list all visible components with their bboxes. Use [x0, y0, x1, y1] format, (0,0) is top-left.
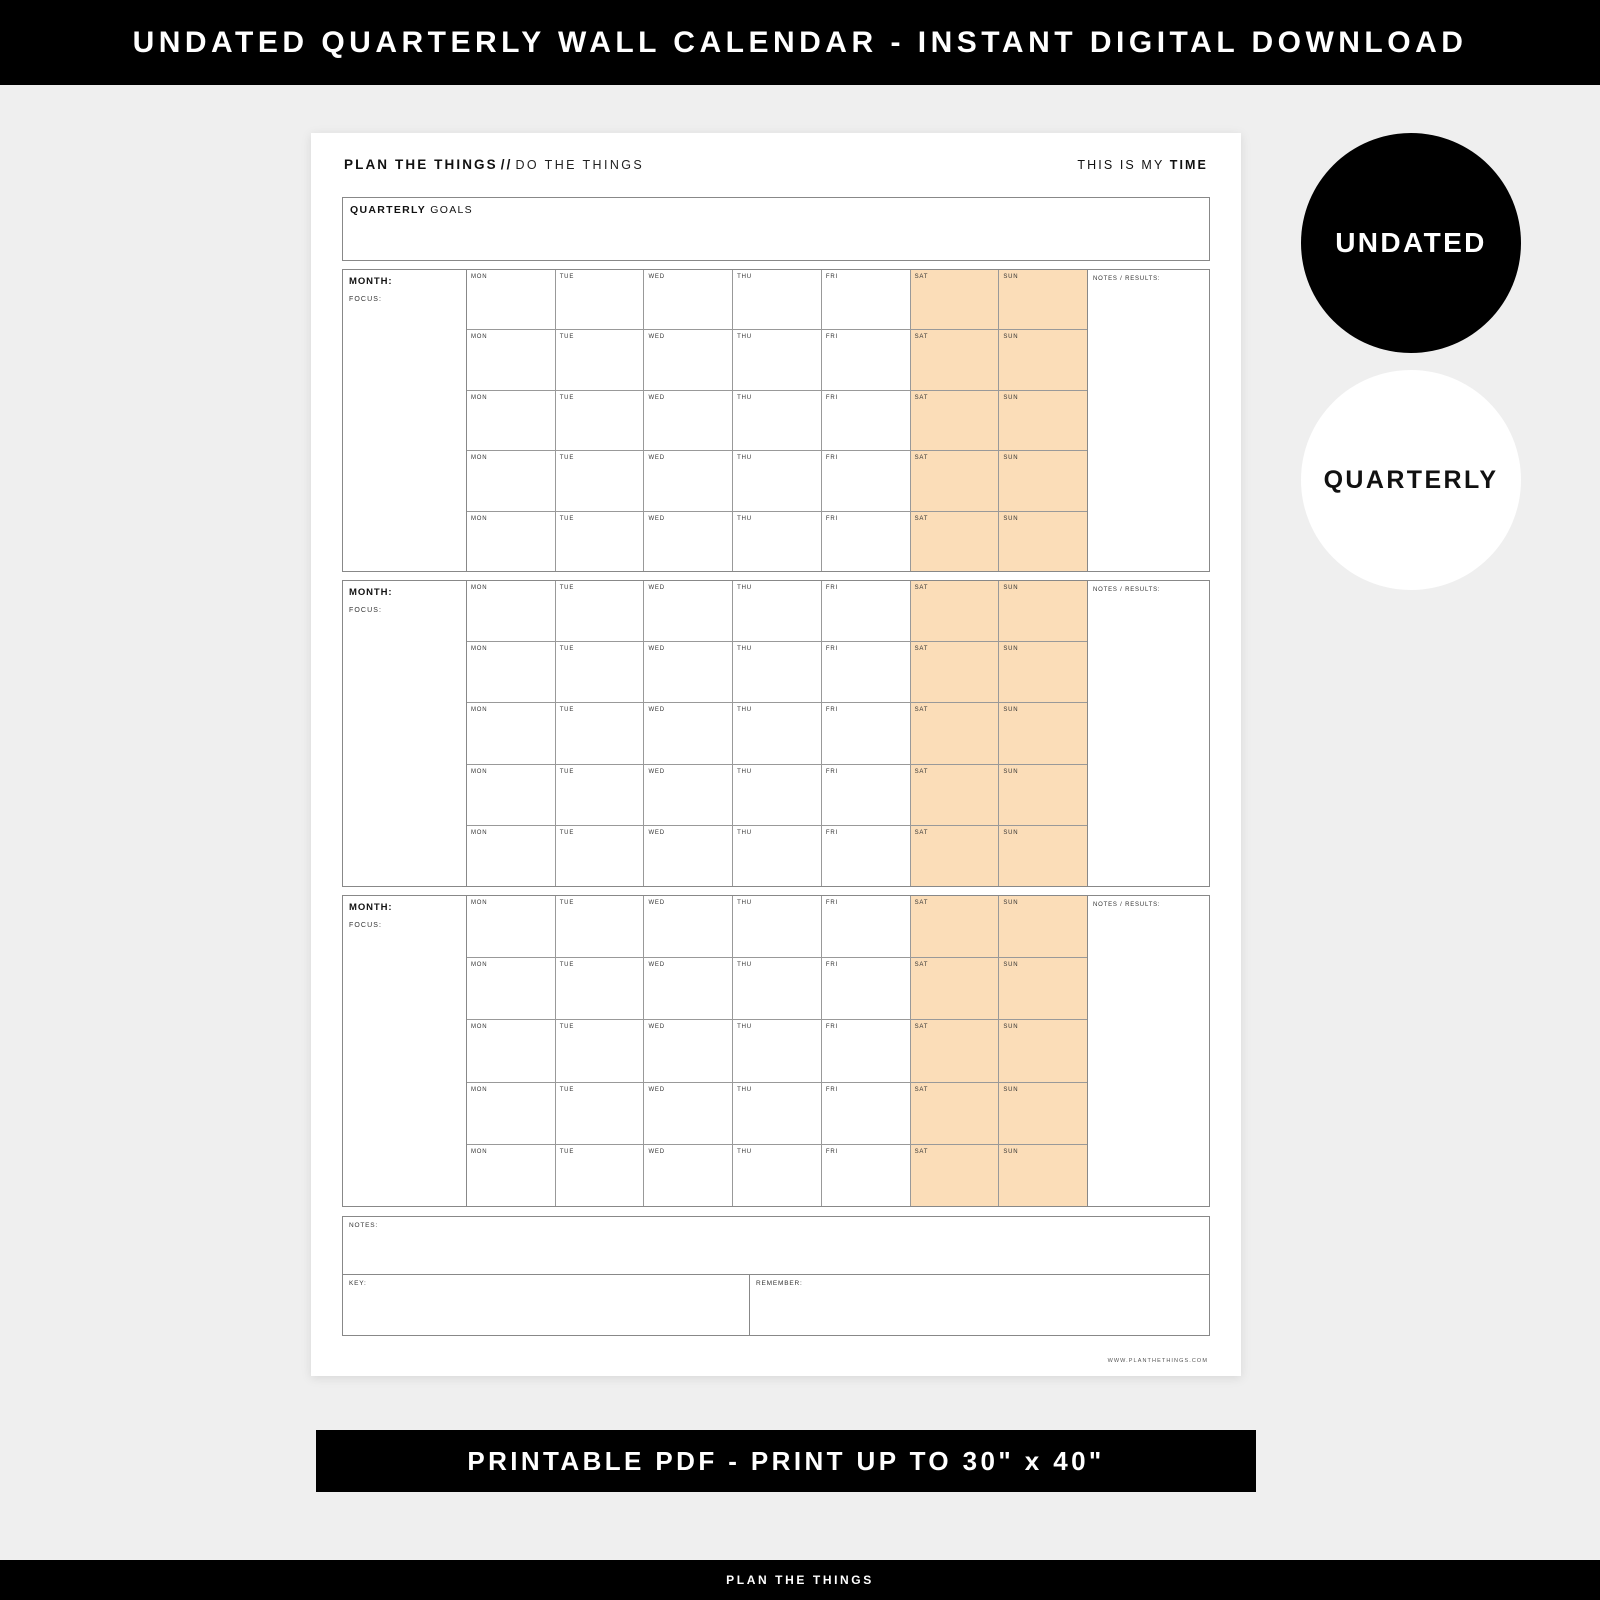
day-cell-thu[interactable]	[733, 1145, 822, 1206]
day-cell-tue[interactable]	[556, 642, 645, 702]
day-label-tue: TUE	[559, 1148, 575, 1155]
day-cell-mon[interactable]	[467, 581, 556, 641]
week-row	[467, 390, 1087, 450]
badge-quarterly-label: QUARTERLY	[1323, 465, 1499, 494]
day-cell-sat[interactable]	[911, 581, 1000, 641]
day-cell-sat[interactable]	[911, 896, 1000, 957]
day-label-thu: THU	[737, 646, 752, 653]
day-label-tue: TUE	[559, 768, 575, 775]
day-label-sun: SUN	[1003, 962, 1019, 969]
day-cell-thu[interactable]	[733, 512, 822, 571]
day-label-thu: THU	[737, 274, 752, 280]
badge-undated	[1301, 133, 1521, 353]
tagline-bold-text: TIME	[1169, 158, 1208, 172]
day-label-wed: WED	[648, 585, 665, 591]
day-label-tue: TUE	[559, 274, 575, 280]
day-label-thu: THU	[737, 1086, 752, 1093]
month-1-sidebar[interactable]	[343, 270, 467, 571]
day-cell-fri[interactable]	[822, 826, 911, 886]
day-label-fri: FRI	[825, 1148, 838, 1155]
day-cell-thu[interactable]	[733, 765, 822, 825]
week-row	[467, 957, 1087, 1019]
day-cell-mon[interactable]	[467, 958, 556, 1019]
day-cell-thu[interactable]	[733, 642, 822, 702]
month-block-1	[342, 269, 1210, 572]
week-row	[467, 764, 1087, 825]
footer-brand-text: PLAN THE THINGS	[726, 1573, 874, 1587]
day-label-tue: TUE	[559, 334, 575, 341]
day-cell-mon[interactable]	[467, 391, 556, 450]
month-1-notes[interactable]	[1087, 270, 1209, 571]
day-label-wed: WED	[648, 515, 665, 522]
day-label-sat: SAT	[914, 394, 929, 401]
day-cell-fri[interactable]	[822, 1020, 911, 1081]
day-label-fri: FRI	[825, 1086, 838, 1093]
month-1-grid	[467, 270, 1087, 571]
day-label-sun: SUN	[1003, 768, 1019, 775]
day-label-thu: THU	[737, 1024, 752, 1031]
day-label-sun: SUN	[1003, 394, 1019, 401]
week-row	[467, 702, 1087, 763]
day-cell-sun[interactable]	[999, 581, 1087, 641]
day-cell-fri[interactable]	[822, 896, 911, 957]
notes-area[interactable]	[343, 1217, 1209, 1275]
day-label-thu: THU	[737, 585, 752, 591]
brand-lockup	[344, 157, 644, 172]
day-label-thu: THU	[737, 334, 752, 341]
day-cell-wed[interactable]	[644, 581, 733, 641]
day-label-mon: MON	[471, 585, 488, 591]
day-cell-mon[interactable]	[467, 703, 556, 763]
day-cell-wed[interactable]	[644, 703, 733, 763]
day-cell-sun[interactable]	[999, 826, 1087, 886]
day-label-sat: SAT	[914, 1148, 929, 1155]
month-1-notes-label: NOTES / RESULTS:	[1093, 276, 1161, 282]
day-cell-sun[interactable]	[999, 1083, 1087, 1144]
remember-area[interactable]	[750, 1275, 1209, 1335]
day-cell-mon[interactable]	[467, 1083, 556, 1144]
day-cell-fri[interactable]	[822, 703, 911, 763]
key-area[interactable]	[343, 1275, 750, 1335]
day-cell-sat[interactable]	[911, 451, 1000, 510]
day-cell-wed[interactable]	[644, 1020, 733, 1081]
bottom-section	[342, 1216, 1210, 1336]
day-cell-thu[interactable]	[733, 826, 822, 886]
day-cell-wed[interactable]	[644, 512, 733, 571]
day-label-tue: TUE	[559, 455, 575, 462]
top-banner	[0, 0, 1600, 85]
day-cell-sat[interactable]	[911, 391, 1000, 450]
day-label-fri: FRI	[825, 768, 838, 775]
day-label-thu: THU	[737, 455, 752, 462]
day-cell-sun[interactable]	[999, 703, 1087, 763]
day-cell-mon[interactable]	[467, 330, 556, 389]
day-cell-fri[interactable]	[822, 642, 911, 702]
day-cell-sat[interactable]	[911, 826, 1000, 886]
day-label-mon: MON	[471, 274, 488, 280]
day-cell-sun[interactable]	[999, 512, 1087, 571]
day-label-sat: SAT	[914, 274, 929, 280]
day-cell-tue[interactable]	[556, 581, 645, 641]
day-label-wed: WED	[648, 455, 665, 462]
day-cell-tue[interactable]	[556, 391, 645, 450]
day-label-thu: THU	[737, 962, 752, 969]
day-label-mon: MON	[471, 515, 488, 522]
day-cell-tue[interactable]	[556, 1020, 645, 1081]
day-cell-sun[interactable]	[999, 896, 1087, 957]
day-label-fri: FRI	[825, 585, 838, 591]
day-label-mon: MON	[471, 707, 488, 714]
day-cell-thu[interactable]	[733, 703, 822, 763]
day-label-tue: TUE	[559, 1024, 575, 1031]
day-cell-mon[interactable]	[467, 896, 556, 957]
day-label-thu: THU	[737, 829, 752, 836]
day-cell-thu[interactable]	[733, 896, 822, 957]
day-cell-mon[interactable]	[467, 512, 556, 571]
quarterly-goals-label	[350, 204, 473, 216]
day-label-sat: SAT	[914, 1086, 929, 1093]
week-row	[467, 641, 1087, 702]
day-label-tue: TUE	[559, 394, 575, 401]
day-label-mon: MON	[471, 455, 488, 462]
day-label-wed: WED	[648, 707, 665, 714]
day-label-fri: FRI	[825, 900, 838, 906]
day-label-tue: TUE	[559, 1086, 575, 1093]
day-cell-sun[interactable]	[999, 270, 1087, 329]
month-1-label: MONTH:	[349, 276, 393, 287]
week-row	[467, 511, 1087, 571]
calendar-sheet	[311, 133, 1241, 1376]
day-cell-tue[interactable]	[556, 270, 645, 329]
day-cell-sat[interactable]	[911, 1020, 1000, 1081]
day-cell-tue[interactable]	[556, 896, 645, 957]
day-cell-mon[interactable]	[467, 1020, 556, 1081]
day-label-mon: MON	[471, 768, 488, 775]
month-3-label: MONTH:	[349, 902, 393, 913]
day-cell-tue[interactable]	[556, 765, 645, 825]
badge-undated-label: UNDATED	[1335, 227, 1487, 258]
day-label-fri: FRI	[825, 394, 838, 401]
day-label-wed: WED	[648, 1024, 665, 1031]
remember-label: REMEMBER:	[756, 1280, 803, 1287]
day-cell-wed[interactable]	[644, 1145, 733, 1206]
month-2-notes[interactable]	[1087, 581, 1209, 886]
month-1-focus-label: FOCUS:	[349, 296, 383, 303]
day-cell-sun[interactable]	[999, 1020, 1087, 1081]
day-cell-fri[interactable]	[822, 451, 911, 510]
month-2-focus-label: FOCUS:	[349, 607, 383, 614]
day-label-sat: SAT	[914, 585, 929, 591]
print-banner	[316, 1430, 1256, 1492]
key-label: KEY:	[349, 1280, 367, 1287]
day-cell-sat[interactable]	[911, 642, 1000, 702]
day-label-sun: SUN	[1003, 274, 1019, 280]
day-cell-tue[interactable]	[556, 958, 645, 1019]
day-label-wed: WED	[648, 646, 665, 653]
day-cell-thu[interactable]	[733, 391, 822, 450]
day-label-mon: MON	[471, 1148, 488, 1155]
goals-label-bold: QUARTERLY	[350, 204, 427, 216]
brand-slash: //	[500, 157, 513, 172]
day-cell-thu[interactable]	[733, 958, 822, 1019]
tagline	[1077, 158, 1208, 172]
day-cell-fri[interactable]	[822, 765, 911, 825]
month-3-grid	[467, 896, 1087, 1206]
day-label-mon: MON	[471, 1086, 488, 1093]
day-label-fri: FRI	[825, 274, 838, 280]
brand-light-text: DO THE THINGS	[515, 158, 645, 172]
week-row	[467, 896, 1087, 957]
day-label-sat: SAT	[914, 1024, 929, 1031]
day-cell-sun[interactable]	[999, 330, 1087, 389]
day-cell-thu[interactable]	[733, 1083, 822, 1144]
day-label-wed: WED	[648, 829, 665, 836]
day-cell-sun[interactable]	[999, 451, 1087, 510]
day-label-mon: MON	[471, 1024, 488, 1031]
top-banner-text: UNDATED QUARTERLY WALL CALENDAR - INSTANT DIGITAL DOWNLOAD	[132, 25, 1468, 59]
day-cell-wed[interactable]	[644, 958, 733, 1019]
print-banner-text: PRINTABLE PDF - PRINT UP TO 30" x 40"	[467, 1445, 1105, 1476]
day-cell-wed[interactable]	[644, 642, 733, 702]
day-cell-sat[interactable]	[911, 270, 1000, 329]
day-cell-thu[interactable]	[733, 1020, 822, 1081]
day-cell-wed[interactable]	[644, 896, 733, 957]
month-3-sidebar[interactable]	[343, 896, 467, 1206]
day-label-fri: FRI	[825, 1024, 838, 1031]
goals-label-light: GOALS	[426, 204, 473, 216]
day-label-sun: SUN	[1003, 334, 1019, 341]
day-cell-wed[interactable]	[644, 765, 733, 825]
day-label-sat: SAT	[914, 455, 929, 462]
day-label-mon: MON	[471, 334, 488, 341]
day-cell-thu[interactable]	[733, 451, 822, 510]
day-cell-tue[interactable]	[556, 451, 645, 510]
week-row	[467, 1082, 1087, 1144]
day-label-sat: SAT	[914, 768, 929, 775]
day-label-mon: MON	[471, 646, 488, 653]
day-cell-sat[interactable]	[911, 703, 1000, 763]
day-cell-wed[interactable]	[644, 826, 733, 886]
day-cell-sat[interactable]	[911, 330, 1000, 389]
day-cell-fri[interactable]	[822, 958, 911, 1019]
day-label-fri: FRI	[825, 646, 838, 653]
day-label-sun: SUN	[1003, 646, 1019, 653]
day-label-sun: SUN	[1003, 1024, 1019, 1031]
month-2-grid	[467, 581, 1087, 886]
day-cell-fri[interactable]	[822, 1083, 911, 1144]
week-row	[467, 450, 1087, 510]
week-row	[467, 825, 1087, 886]
month-3-notes-label: NOTES / RESULTS:	[1093, 902, 1161, 908]
day-label-fri: FRI	[825, 455, 838, 462]
day-cell-thu[interactable]	[733, 330, 822, 389]
day-label-wed: WED	[648, 900, 665, 906]
day-label-wed: WED	[648, 334, 665, 341]
day-cell-fri[interactable]	[822, 512, 911, 571]
day-label-thu: THU	[737, 1148, 752, 1155]
day-label-fri: FRI	[825, 515, 838, 522]
month-block-3	[342, 895, 1210, 1207]
day-label-tue: TUE	[559, 707, 575, 714]
day-label-sat: SAT	[914, 829, 929, 836]
day-cell-sat[interactable]	[911, 1145, 1000, 1206]
week-row	[467, 270, 1087, 329]
day-label-thu: THU	[737, 900, 752, 906]
badge-quarterly	[1301, 370, 1521, 590]
day-cell-sun[interactable]	[999, 1145, 1087, 1206]
day-cell-wed[interactable]	[644, 451, 733, 510]
day-cell-fri[interactable]	[822, 330, 911, 389]
day-cell-tue[interactable]	[556, 1145, 645, 1206]
day-cell-sun[interactable]	[999, 958, 1087, 1019]
day-label-fri: FRI	[825, 829, 838, 836]
day-cell-sun[interactable]	[999, 642, 1087, 702]
day-label-mon: MON	[471, 962, 488, 969]
day-cell-sat[interactable]	[911, 1083, 1000, 1144]
day-cell-tue[interactable]	[556, 330, 645, 389]
day-cell-tue[interactable]	[556, 826, 645, 886]
day-label-sat: SAT	[914, 962, 929, 969]
month-2-notes-label: NOTES / RESULTS:	[1093, 587, 1161, 593]
day-cell-mon[interactable]	[467, 826, 556, 886]
day-label-wed: WED	[648, 768, 665, 775]
day-cell-sun[interactable]	[999, 765, 1087, 825]
day-cell-tue[interactable]	[556, 703, 645, 763]
day-label-tue: TUE	[559, 585, 575, 591]
day-label-wed: WED	[648, 1148, 665, 1155]
day-label-thu: THU	[737, 768, 752, 775]
key-remember-row	[343, 1275, 1209, 1335]
day-cell-mon[interactable]	[467, 765, 556, 825]
day-cell-mon[interactable]	[467, 642, 556, 702]
notes-label: NOTES:	[349, 1222, 378, 1229]
day-cell-wed[interactable]	[644, 1083, 733, 1144]
day-label-tue: TUE	[559, 829, 575, 836]
day-cell-sun[interactable]	[999, 391, 1087, 450]
month-3-focus-label: FOCUS:	[349, 922, 383, 929]
website-url: WWW.PLANTHETHINGS.COM	[1107, 1358, 1208, 1364]
week-row	[467, 1144, 1087, 1206]
week-row	[467, 1019, 1087, 1081]
month-3-notes[interactable]	[1087, 896, 1209, 1206]
day-label-mon: MON	[471, 829, 488, 836]
week-row	[467, 329, 1087, 389]
day-cell-sat[interactable]	[911, 512, 1000, 571]
day-cell-wed[interactable]	[644, 330, 733, 389]
day-label-thu: THU	[737, 394, 752, 401]
day-label-sat: SAT	[914, 515, 929, 522]
footer-bar	[0, 1560, 1600, 1600]
day-label-sat: SAT	[914, 334, 929, 341]
day-cell-wed[interactable]	[644, 270, 733, 329]
day-label-fri: FRI	[825, 962, 838, 969]
day-label-wed: WED	[648, 1086, 665, 1093]
day-label-thu: THU	[737, 707, 752, 714]
month-block-2	[342, 580, 1210, 887]
day-label-mon: MON	[471, 394, 488, 401]
day-label-sun: SUN	[1003, 455, 1019, 462]
day-cell-sat[interactable]	[911, 958, 1000, 1019]
day-cell-tue[interactable]	[556, 512, 645, 571]
day-label-sat: SAT	[914, 646, 929, 653]
day-label-fri: FRI	[825, 334, 838, 341]
day-label-fri: FRI	[825, 707, 838, 714]
week-row	[467, 581, 1087, 641]
day-cell-sat[interactable]	[911, 765, 1000, 825]
day-label-wed: WED	[648, 274, 665, 280]
day-label-sat: SAT	[914, 707, 929, 714]
day-label-tue: TUE	[559, 515, 575, 522]
day-cell-wed[interactable]	[644, 391, 733, 450]
day-label-tue: TUE	[559, 900, 575, 906]
day-cell-mon[interactable]	[467, 451, 556, 510]
day-label-sun: SUN	[1003, 515, 1019, 522]
day-cell-mon[interactable]	[467, 270, 556, 329]
day-label-thu: THU	[737, 515, 752, 522]
day-cell-fri[interactable]	[822, 1145, 911, 1206]
day-cell-fri[interactable]	[822, 581, 911, 641]
day-cell-thu[interactable]	[733, 581, 822, 641]
tagline-light-text: THIS IS MY	[1077, 158, 1170, 172]
day-label-sun: SUN	[1003, 1086, 1019, 1093]
day-label-sun: SUN	[1003, 829, 1019, 836]
day-label-mon: MON	[471, 900, 488, 906]
quarterly-goals-box[interactable]	[342, 197, 1210, 261]
day-label-tue: TUE	[559, 646, 575, 653]
day-label-wed: WED	[648, 394, 665, 401]
sheet-header	[342, 157, 1210, 191]
day-label-wed: WED	[648, 962, 665, 969]
day-label-tue: TUE	[559, 962, 575, 969]
day-label-sun: SUN	[1003, 900, 1019, 906]
day-label-sun: SUN	[1003, 707, 1019, 714]
day-label-sun: SUN	[1003, 1148, 1019, 1155]
day-label-sun: SUN	[1003, 585, 1019, 591]
brand-bold-text: PLAN THE THINGS	[344, 157, 498, 172]
day-label-sat: SAT	[914, 900, 929, 906]
month-2-sidebar[interactable]	[343, 581, 467, 886]
day-cell-thu[interactable]	[733, 270, 822, 329]
day-cell-fri[interactable]	[822, 270, 911, 329]
day-cell-mon[interactable]	[467, 1145, 556, 1206]
day-cell-fri[interactable]	[822, 391, 911, 450]
day-cell-tue[interactable]	[556, 1083, 645, 1144]
month-2-label: MONTH:	[349, 587, 393, 598]
